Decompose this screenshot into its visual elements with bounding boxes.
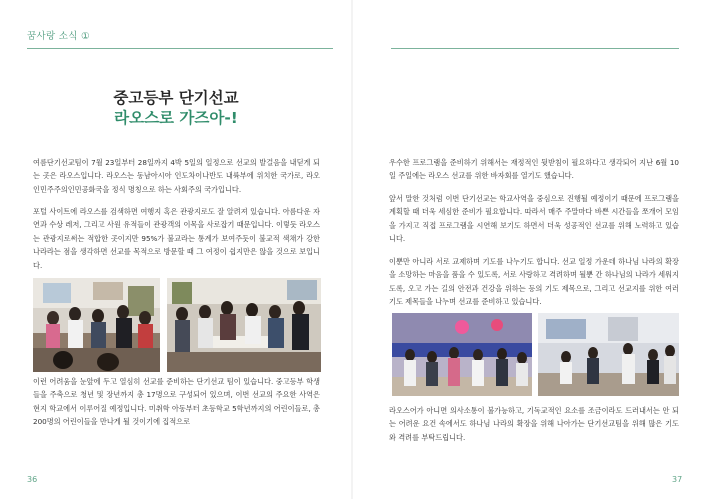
paragraph-intro: 여름단기선교팀이 7월 23일부터 28일까지 4박 5일의 일정으로 선교의 발걸음을 내딛게 되는 곳은 라오스입니다. 라오스는 동남아시아 인도차이나반도 내륙부에 위치한 국가로, 라오인민주주의인민공화국을 정식 명칭으로 하는 사회주의 국가입니다. bbox=[33, 158, 320, 194]
page-number: 37 bbox=[672, 475, 683, 484]
paragraph-bazaar: 우수한 프로그램을 준비하기 위해서는 재정적인 뒷받침이 필요하다고 생각되어 지난 6월 10일 주일에는 라오스 선교를 위한 바자회를 열기도 했습니다. bbox=[389, 158, 679, 181]
paragraph-request: 라오스어가 아니면 의사소통이 불가능하고, 기독교적인 요소를 조금이라도 드러내서는 안 되는 어려운 요건 속에서도 하나님 나라의 확장을 위해 나아가는 단기선교팀을 위해 많은 기도와 격려를 부탁드립니다. bbox=[389, 406, 679, 442]
practice-photo-2 bbox=[538, 313, 679, 396]
section-label: 꿈사랑 소식 ① bbox=[27, 31, 90, 42]
paragraph-preparation: 앞서 말한 것처럼 이번 단기선교는 학교사역을 중심으로 진행될 예정이기 때문에 프로그램을 계획할 때 더욱 세심한 준비가 필요합니다. 따라서 매주 주말마다 바쁜 시간들을 쪼개어 모임을 가지고 직접 프로그램을 시연해 보기도 하면서 더욱 성공적인 선교를 위해 노력하고 있습니다. bbox=[389, 194, 679, 244]
right-page bbox=[352, 0, 704, 499]
paragraph-tourism: 포털 사이트에 라오스를 검색하면 여행지 혹은 관광지로도 잘 알려져 있습니다. 아름다운 자연과 수상 레저, 그리고 사원 유적들이 관광객의 이목을 사로잡기 때문입니다. 이렇듯 라오스는 관광지로써는 적합한 곳이지만 95%가 불교라는 통계가 보여주듯이 불교적 색채가 강한 나라라는 점을 생각하면 선교를 목적으로 방문할 때 그 여정이 쉽지만은 않을 것으로 보입니다. bbox=[33, 207, 320, 270]
bazaar-photo-1 bbox=[33, 278, 160, 372]
header-rule bbox=[27, 48, 333, 49]
article-title-line2: 라오스로 가즈아-! bbox=[114, 109, 238, 127]
paragraph-prayer: 이뿐만 아니라 서로 교제하며 기도를 나누기도 합니다. 선교 일정 가운데 하나님 나라의 확장을 소망하는 마음을 품을 수 있도록, 서로 사랑하고 격려하며 될뿐 간 하나님의 나라가 세워지도록, 오고 가는 길의 안전과 건강을 위하는 등의 기도 제목으로, 그리고 선교지를 위한 여러 기도 제목들을 나누며 선교를 준비하고 있습니다. bbox=[389, 257, 679, 307]
header-rule bbox=[391, 48, 679, 49]
practice-photo-1 bbox=[392, 313, 532, 396]
article-title-line1: 중고등부 단기선교 bbox=[113, 89, 239, 107]
bazaar-photo-2 bbox=[167, 278, 321, 372]
paragraph-team: 이런 어려움을 눈앞에 두고 열심히 선교를 준비하는 단기선교 팀이 있습니다. 중고등부 학생들을 주축으로 청년 및 장년까지 총 17명으로 구성되어 있으며, 이번 선교의 주요한 사역은 현지 학교에서 이루어질 예정입니다. 미취학 아동부터 초등학교 5학년까지의 어린이들로, 총200명의 어린이들을 만나게 될 것이기에 집적으로 bbox=[33, 377, 320, 427]
page-number: 36 bbox=[27, 475, 38, 484]
